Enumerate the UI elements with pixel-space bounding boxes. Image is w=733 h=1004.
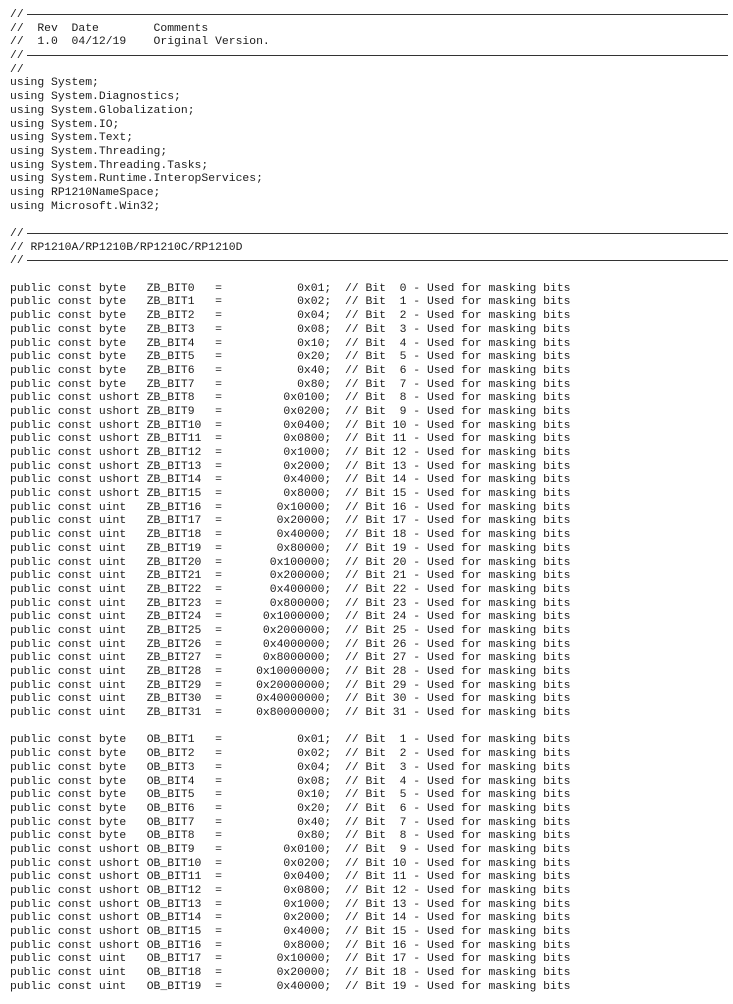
zb-constant-line: public const uint ZB_BIT28 = 0x10000000; // Bit 28 - Used for masking bits	[10, 666, 571, 678]
zb-constant-line: public const ushort ZB_BIT12 = 0x1000; // Bit 12 - Used for masking bits	[10, 447, 571, 459]
ob-constant-line: public const ushort OB_BIT10 = 0x0200; // Bit 10 - Used for masking bits	[10, 857, 571, 870]
using-line: using System;	[10, 77, 99, 90]
zb-constant-line: public const uint ZB_BIT23 = 0x800000; // Bit 23 - Used for masking bits	[10, 597, 571, 610]
comment-prefix: //	[10, 9, 24, 21]
ob-constant-line: public const ushort OB_BIT12 = 0x0800; // Bit 12 - Used for masking bits	[10, 885, 571, 897]
zb-constant-line: public const uint ZB_BIT27 = 0x8000000; // Bit 27 - Used for masking bits	[10, 652, 571, 665]
using-line: using System.Runtime.InteropServices;	[10, 173, 263, 186]
using-line: using RP1210NameSpace;	[10, 186, 161, 199]
zb-constant-line: public const byte ZB_BIT4 = 0x10; // Bit 4 - Used for masking bits	[10, 337, 571, 350]
blank-line	[10, 214, 728, 228]
zb-constant-line: public const byte ZB_BIT3 = 0x08; // Bit 3 - Used for masking bits	[10, 323, 571, 336]
comment-prefix: //	[10, 50, 24, 63]
ob-constant-line: public const uint OB_BIT18 = 0x20000; // Bit 18 - Used for masking bits	[10, 967, 571, 980]
separator-rule	[10, 50, 728, 64]
zb-constant-line: public const uint ZB_BIT20 = 0x100000; // Bit 20 - Used for masking bits	[10, 556, 571, 569]
ob-constant-line: public const byte OB_BIT6 = 0x20; // Bit 6 - Used for masking bits	[10, 802, 571, 815]
zb-constant-line: public const byte ZB_BIT5 = 0x20; // Bit 5 - Used for masking bits	[10, 351, 571, 364]
ob-constant-line: public const ushort OB_BIT13 = 0x1000; // Bit 13 - Used for masking bits	[10, 898, 571, 911]
zb-constant-line: public const byte ZB_BIT7 = 0x80; // Bit 7 - Used for masking bits	[10, 378, 571, 391]
zb-constant-line: public const uint ZB_BIT18 = 0x40000; // Bit 18 - Used for masking bits	[10, 529, 571, 542]
comment-prefix: //	[10, 228, 24, 240]
zb-constant-line: public const byte ZB_BIT1 = 0x02; // Bit 1 - Used for masking bits	[10, 296, 571, 309]
ob-constant-line: public const ushort OB_BIT15 = 0x4000; // Bit 15 - Used for masking bits	[10, 926, 571, 939]
zb-constant-line: public const uint ZB_BIT25 = 0x2000000; // Bit 25 - Used for masking bits	[10, 624, 571, 637]
zb-constant-line: public const uint ZB_BIT30 = 0x40000000; // Bit 30 - Used for masking bits	[10, 693, 571, 706]
zb-constant-line: public const uint ZB_BIT26 = 0x4000000; // Bit 26 - Used for masking bits	[10, 638, 571, 651]
zb-constant-line: public const uint ZB_BIT22 = 0x400000; // Bit 22 - Used for masking bits	[10, 583, 571, 596]
zb-constant-line: public const byte ZB_BIT6 = 0x40; // Bit 6 - Used for masking bits	[10, 364, 571, 377]
ob-constant-line: public const byte OB_BIT4 = 0x08; // Bit 4 - Used for masking bits	[10, 775, 571, 788]
ob-constant-line: public const uint OB_BIT19 = 0x40000; // Bit 19 - Used for masking bits	[10, 980, 571, 993]
comment-prefix: //	[10, 255, 24, 268]
code-document	[10, 9, 728, 995]
zb-constant-line: public const ushort ZB_BIT10 = 0x0400; // Bit 10 - Used for masking bits	[10, 419, 571, 432]
blank-line	[10, 269, 728, 283]
zb-constant-line: public const ushort ZB_BIT9 = 0x0200; // Bit 9 - Used for masking bits	[10, 405, 571, 418]
using-line: using System.Threading;	[10, 145, 168, 158]
ob-constant-line: public const byte OB_BIT8 = 0x80; // Bit 8 - Used for masking bits	[10, 830, 571, 843]
ob-constant-line: public const byte OB_BIT5 = 0x10; // Bit 5 - Used for masking bits	[10, 789, 571, 802]
separator-rule	[10, 9, 728, 23]
using-line: using System.Globalization;	[10, 104, 195, 117]
using-line: using System.Threading.Tasks;	[10, 159, 209, 172]
zb-constant-line: public const uint ZB_BIT21 = 0x200000; // Bit 21 - Used for masking bits	[10, 570, 571, 583]
zb-constant-line: public const ushort ZB_BIT8 = 0x0100; // Bit 8 - Used for masking bits	[10, 392, 571, 405]
zb-constant-line: public const byte ZB_BIT0 = 0x01; // Bit 0 - Used for masking bits	[10, 282, 571, 295]
zb-constant-line: public const uint ZB_BIT31 = 0x80000000; // Bit 31 - Used for masking bits	[10, 707, 571, 720]
using-line: using System.Diagnostics;	[10, 91, 181, 104]
zb-constant-line: public const ushort ZB_BIT14 = 0x4000; // Bit 14 - Used for masking bits	[10, 474, 571, 487]
zb-constant-line: public const uint ZB_BIT16 = 0x10000; // Bit 16 - Used for masking bits	[10, 501, 571, 514]
section-title: // RP1210A/RP1210B/RP1210C/RP1210D	[10, 241, 243, 254]
ob-constant-line: public const ushort OB_BIT14 = 0x2000; // Bit 14 - Used for masking bits	[10, 912, 571, 925]
using-line: using System.IO;	[10, 118, 120, 131]
rev-header-line: // Rev Date Comments	[10, 22, 209, 35]
ob-constant-line: public const byte OB_BIT7 = 0x40; // Bit 7 - Used for masking bits	[10, 816, 571, 829]
using-directives	[10, 64, 728, 215]
using-line: using Microsoft.Win32;	[10, 200, 161, 213]
zb-constant-line: public const ushort ZB_BIT11 = 0x0800; // Bit 11 - Used for masking bits	[10, 433, 571, 446]
zb-constant-line: public const uint ZB_BIT17 = 0x20000; // Bit 17 - Used for masking bits	[10, 515, 571, 528]
ob-constant-line: public const ushort OB_BIT16 = 0x8000; // Bit 16 - Used for masking bits	[10, 939, 571, 952]
zb-constant-line: public const uint ZB_BIT29 = 0x20000000; // Bit 29 - Used for masking bits	[10, 679, 571, 692]
using-line: using System.Text;	[10, 132, 134, 145]
separator-rule	[10, 255, 728, 269]
separator-rule	[10, 228, 728, 242]
ob-constant-line: public const ushort OB_BIT9 = 0x0100; // Bit 9 - Used for masking bits	[10, 843, 571, 856]
zb-constant-line: public const ushort ZB_BIT13 = 0x2000; // Bit 13 - Used for masking bits	[10, 460, 571, 473]
zb-constant-line: public const uint ZB_BIT24 = 0x1000000; // Bit 24 - Used for masking bits	[10, 611, 571, 624]
rev-entry-line: // 1.0 04/12/19 Original Version.	[10, 36, 270, 49]
zb-constant-line: public const ushort ZB_BIT15 = 0x8000; // Bit 15 - Used for masking bits	[10, 488, 571, 501]
zb-constant-line: public const uint ZB_BIT19 = 0x80000; // Bit 19 - Used for masking bits	[10, 542, 571, 555]
ob-constant-line: public const ushort OB_BIT11 = 0x0400; // Bit 11 - Used for masking bits	[10, 871, 571, 884]
zb-constants-block	[10, 283, 728, 721]
ob-constants-block	[10, 734, 728, 994]
using-line: //	[10, 63, 24, 76]
ob-constant-line: public const byte OB_BIT1 = 0x01; // Bit 1 - Used for masking bits	[10, 734, 571, 747]
blank-line	[10, 721, 728, 735]
ob-constant-line: public const byte OB_BIT2 = 0x02; // Bit 2 - Used for masking bits	[10, 748, 571, 761]
ob-constant-line: public const uint OB_BIT17 = 0x10000; // Bit 17 - Used for masking bits	[10, 953, 571, 966]
zb-constant-line: public const byte ZB_BIT2 = 0x04; // Bit 2 - Used for masking bits	[10, 310, 571, 323]
ob-constant-line: public const byte OB_BIT3 = 0x04; // Bit 3 - Used for masking bits	[10, 761, 571, 774]
